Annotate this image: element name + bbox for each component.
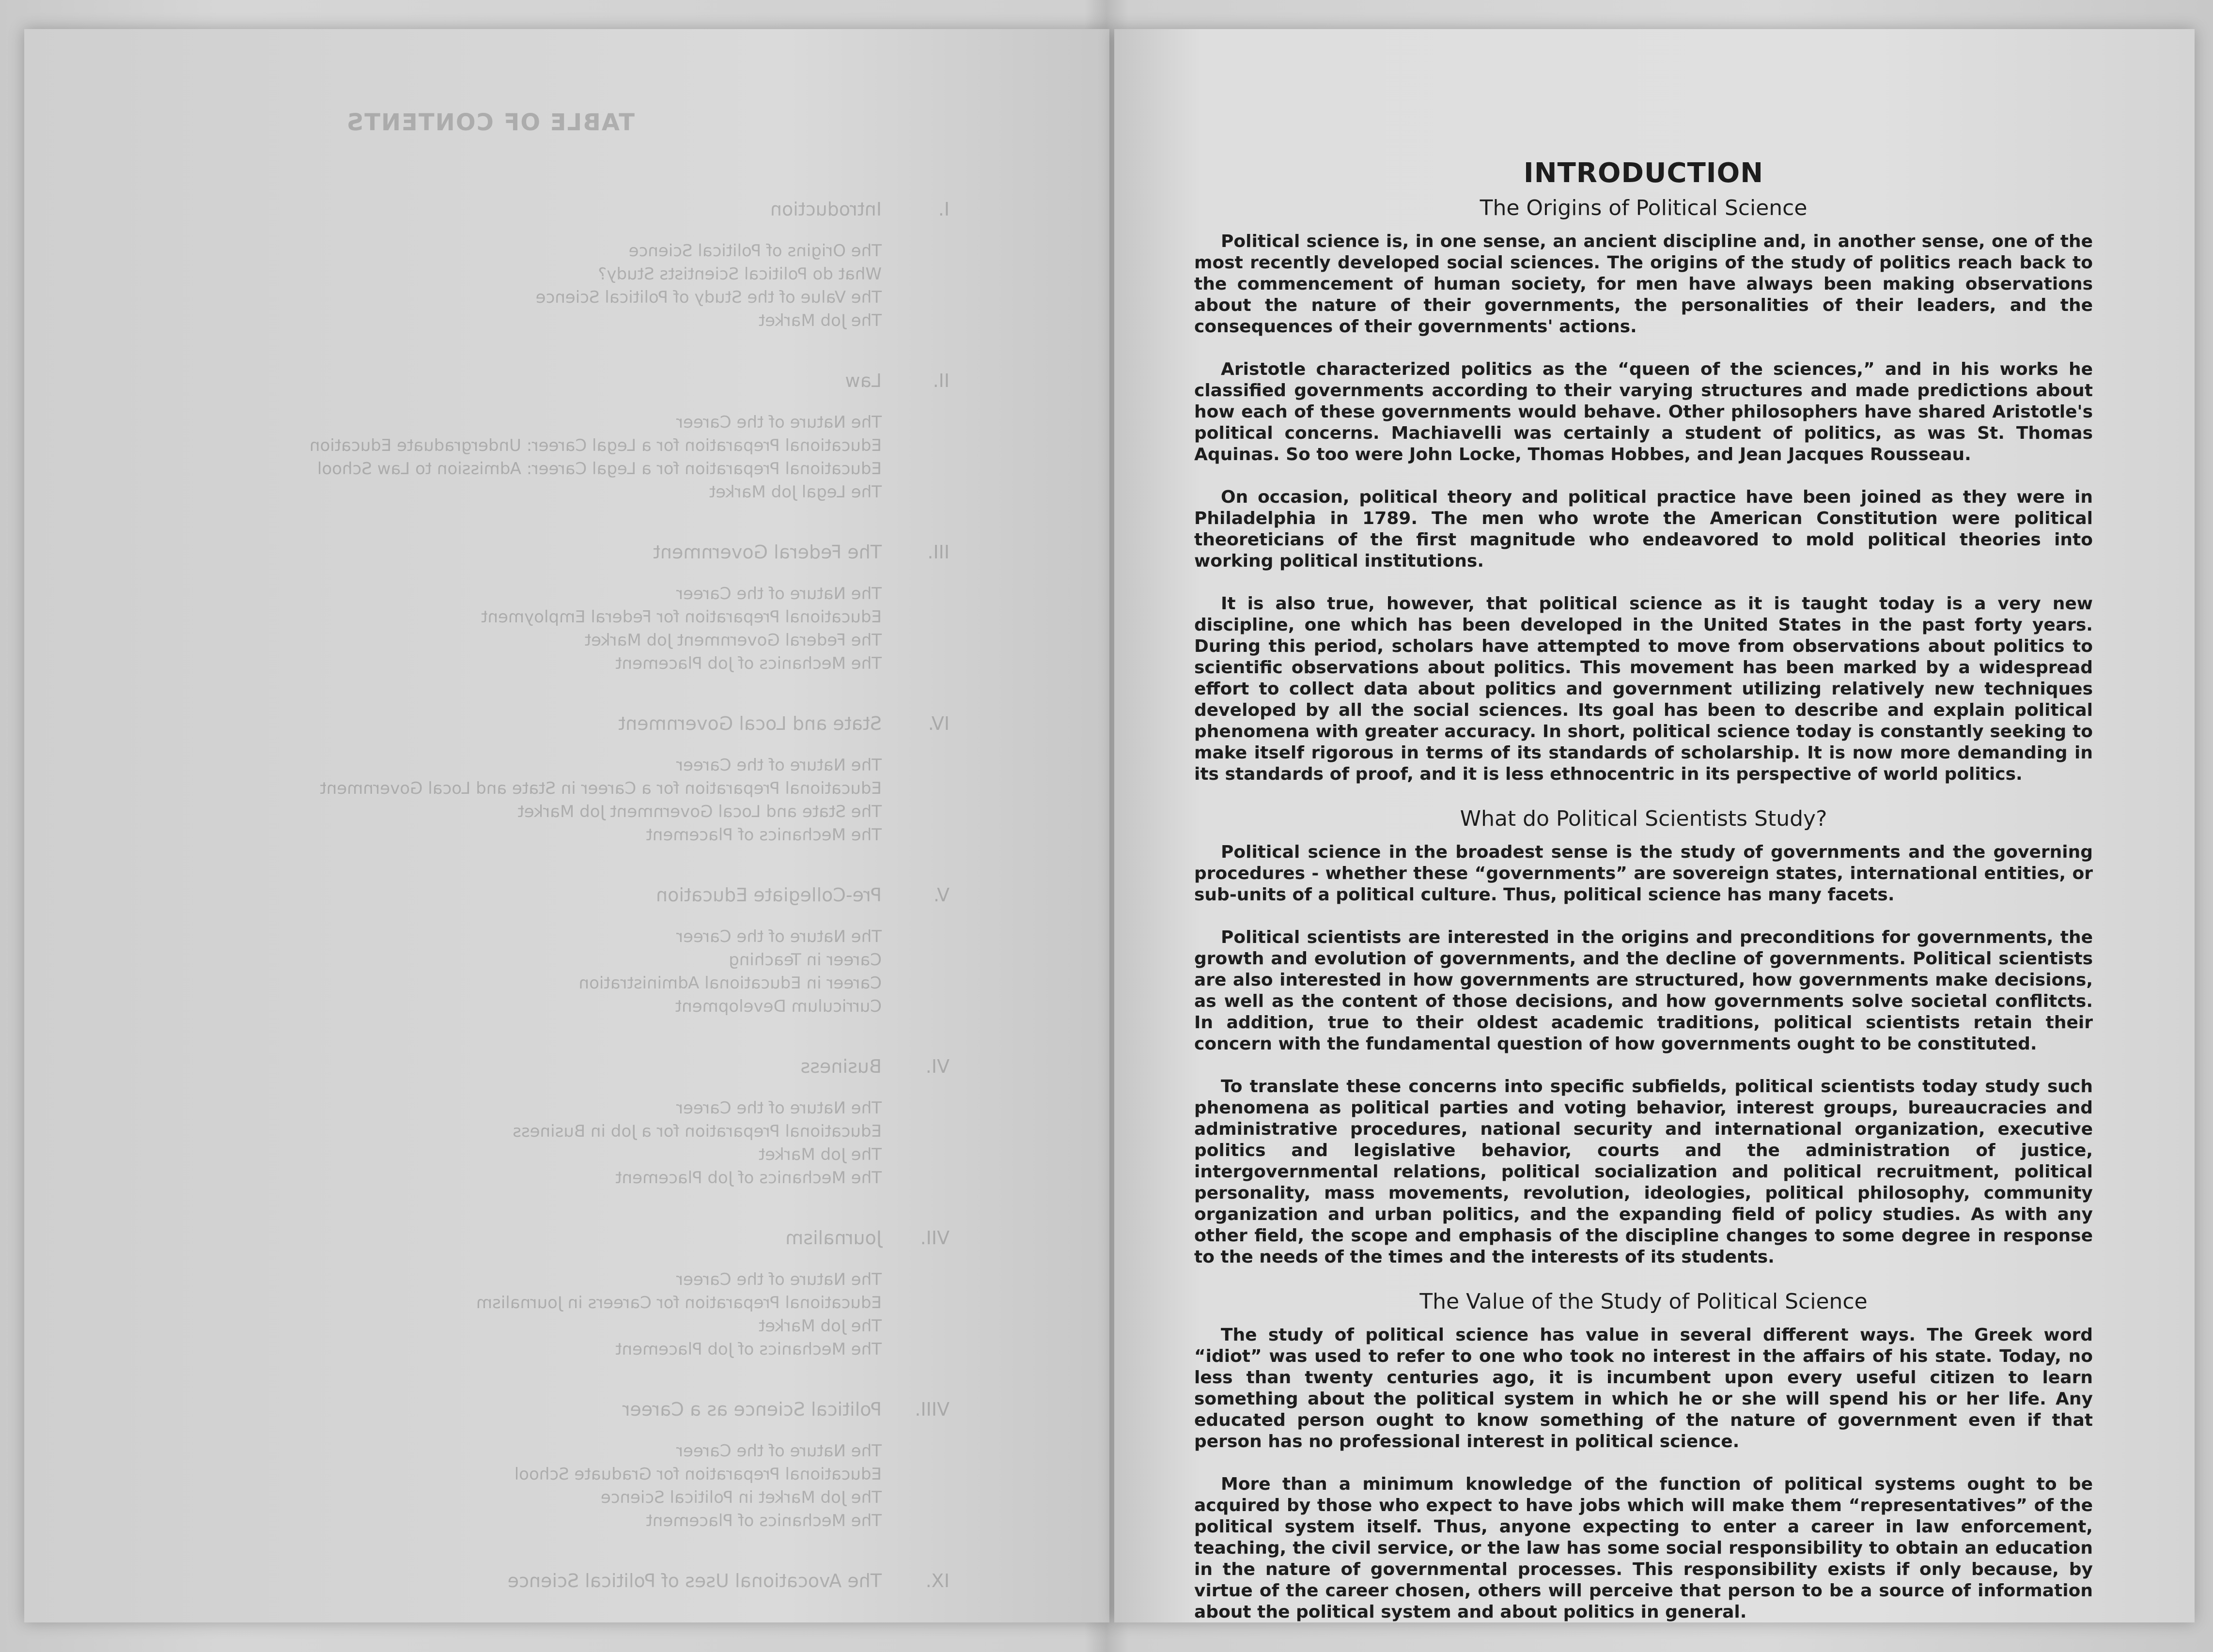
table-of-contents-showthrough bbox=[24, 29, 1109, 1622]
toc-section-heading bbox=[126, 1227, 950, 1249]
toc-section-heading bbox=[126, 884, 950, 906]
toc-item: The Job Market bbox=[758, 1145, 882, 1164]
toc-item: Educational Preparation for Careers in Journalism bbox=[476, 1293, 882, 1312]
toc-item: The Nature of the Career bbox=[676, 1441, 882, 1461]
toc-section-heading bbox=[126, 370, 950, 391]
toc-item: The Nature of the Career bbox=[676, 927, 882, 946]
toc-item: Career in Educational Administration bbox=[578, 973, 882, 993]
toc-section-heading bbox=[126, 199, 950, 220]
toc-item: The State and Local Government Job Market bbox=[517, 802, 882, 821]
paragraph: Political science is, in one sense, an ancient discipline and, in another sense, one of the most recently developed social sciences. The origins of the study of politics reach back to the commencement of human society, for men have always been making observations about the nature of their governments, the personalities of their leaders, and the consequences of their governments' actions. bbox=[1194, 232, 2093, 337]
toc-title: TABLE OF CONTENTS bbox=[345, 109, 635, 136]
toc-item: The Job Market in Political Science bbox=[600, 1488, 882, 1507]
toc-section-heading bbox=[126, 1570, 950, 1591]
toc-item: The Mechanics of Placement bbox=[646, 825, 882, 845]
toc-section bbox=[126, 713, 950, 847]
toc-item: Educational Preparation for a Legal Career: Admission to Law School bbox=[317, 459, 882, 479]
toc-section-number: IX. bbox=[925, 1570, 950, 1591]
toc-items bbox=[126, 925, 882, 1018]
toc-section-number: VIII. bbox=[915, 1399, 950, 1420]
toc-item: What do Political Scientists Study? bbox=[598, 264, 882, 284]
toc-items bbox=[126, 1439, 882, 1532]
toc-items bbox=[126, 411, 882, 504]
toc-item: The Origins of Political Science bbox=[628, 241, 882, 261]
toc-sections bbox=[126, 199, 950, 1629]
paragraph: On occasion, political theory and political practice have been joined as they were in Philadelphia in 1789. The men who wrote the American Constitution were political theoreticians of the first magnitude who endeavored to mold political theories into working political institutions. bbox=[1194, 487, 2093, 571]
toc-section-number: VII. bbox=[920, 1227, 950, 1249]
toc-item: The Nature of the Career bbox=[676, 584, 882, 603]
toc-item: The Nature of the Career bbox=[676, 1270, 882, 1289]
paragraph: The study of political science has value in several different ways. The Greek word “idiot” was used to refer to one who took no interest in the affairs of his state. Today, no less than twenty centuries ago, it is incumbent upon every useful citizen to learn something about the political system in which he or she will spend his or her life. Any educated person ought to know something of the nature of government even if that person has no professional interest in political science. bbox=[1194, 1325, 2093, 1451]
toc-section bbox=[126, 1399, 950, 1532]
toc-section-title: Law bbox=[845, 370, 882, 391]
toc-section-heading bbox=[126, 1056, 950, 1077]
toc-section-number: III. bbox=[927, 541, 950, 563]
toc-item: Educational Preparation for a Legal Career: Undergraduate Education bbox=[309, 436, 882, 455]
toc-items bbox=[126, 1268, 882, 1361]
toc-section-title: Introduction bbox=[770, 199, 882, 220]
toc-item: Educational Preparation for Federal Employment bbox=[481, 607, 882, 627]
toc-items bbox=[126, 239, 882, 332]
paragraph: Political scientists are interested in the origins and preconditions for governments, the growth and evolution of governments, and the decline of governments. Political scientists are also interested in how governments are structured, how governments make decisions, as well as the content of those decisions, and how governments solve societal conflitcts. In addition, true to their oldest academic traditions, political scientists retain their concern with the fundamental question of how governments ought to be constituted. bbox=[1194, 927, 2093, 1054]
paragraph: To translate these concerns into specific subfields, political scientists today study such phenomena as political parties and voting behavior, interest groups, bureaucracies and administrative procedures, national security and international organization, executive politics and legislative behavior, courts and the administration of justice, intergovernmental relations, political socialization and political recruitment, political personality, mass movements, revolution, ideologies, political philosophy, community organization and urban politics, and the expanding field of policy studies. As with any other field, the scope and emphasis of the discipline changes to some degree in response to the needs of the times and the interests of its students. bbox=[1194, 1077, 2093, 1267]
toc-section-number: I. bbox=[938, 199, 950, 220]
toc-section-title: State and Local Government bbox=[618, 713, 882, 734]
toc-section-title: The Federal Government bbox=[653, 541, 882, 563]
section-heading: What do Political Scientists Study? bbox=[1460, 806, 1827, 831]
toc-section-number: II. bbox=[933, 370, 950, 391]
introduction-content bbox=[1194, 157, 2093, 1644]
toc-item: The Mechanics of Job Placement bbox=[615, 1168, 882, 1188]
toc-section-number: VI. bbox=[925, 1056, 950, 1077]
paragraph: Political science in the broadest sense is the study of governments and the governing procedures - whether these “governments” are sovereign states, international entities, or sub-units of a political culture. Thus, political science has many facets. bbox=[1194, 842, 2093, 905]
section-heading: The Value of the Study of Political Science bbox=[1419, 1289, 1868, 1314]
toc-section-heading bbox=[126, 1399, 950, 1420]
intro-sections bbox=[1194, 196, 2093, 1623]
section-heading: The Origins of Political Science bbox=[1480, 196, 1808, 220]
toc-section bbox=[126, 1227, 950, 1361]
toc-item: Career in Teaching bbox=[729, 950, 882, 970]
toc-section bbox=[126, 884, 950, 1018]
toc-section bbox=[126, 1056, 950, 1189]
toc-item: Curriculum Development bbox=[675, 997, 882, 1016]
toc-section-title: Political Science as a Career bbox=[622, 1399, 882, 1420]
toc-section bbox=[126, 199, 950, 332]
toc-section-title: Pre-Collegiate Education bbox=[656, 884, 882, 906]
toc-item: The Nature of the Career bbox=[676, 1098, 882, 1118]
paragraph: More than a minimum knowledge of the function of political systems ought to be acquired by those who expect to have jobs which will make them “representatives” of the political system itself. Thus, anyone expecting to enter a career in law enforcement, teaching, the civil service, or the law has some social responsibility to obtain an education in the nature of governmental processes. This responsibility exists if only because, by virtue of the career chosen, others will perceive that person to be a source of information about the political system and about politics in general. bbox=[1194, 1474, 2093, 1622]
toc-section bbox=[126, 1570, 950, 1591]
toc-item: Educational Preparation for a Job in Business bbox=[513, 1122, 882, 1141]
toc-items bbox=[126, 754, 882, 847]
toc-item: The Job Market bbox=[758, 1316, 882, 1336]
toc-item: The Mechanics of Job Placement bbox=[615, 1340, 882, 1359]
toc-section bbox=[126, 541, 950, 675]
toc-section-number: V. bbox=[933, 884, 950, 906]
toc-section bbox=[126, 370, 950, 504]
toc-section-number: IV. bbox=[928, 713, 950, 734]
toc-items bbox=[126, 582, 882, 675]
paragraph: Aristotle characterized politics as the “queen of the sciences,” and in his works he classified governments according to their varying structures and made predictions about how each of these governments would behave. Other philosophers have shared Aristotle's political concerns. Machiavelli was certainly a student of politics, as was St. Thomas Aquinas. So too were John Locke, Thomas Hobbes, and Jean Jacques Rousseau. bbox=[1194, 359, 2093, 464]
page-title: INTRODUCTION bbox=[1523, 157, 1764, 189]
toc-item: The Mechanics of Placement bbox=[646, 1511, 882, 1530]
left-page bbox=[24, 29, 1109, 1622]
toc-item: The Legal Job Market bbox=[709, 482, 882, 502]
toc-items bbox=[126, 1096, 882, 1189]
toc-item: The Mechanics of Job Placement bbox=[615, 654, 882, 673]
toc-section-heading bbox=[126, 713, 950, 734]
toc-item: The Value of the Study of Political Science bbox=[535, 288, 882, 307]
toc-section-title: Business bbox=[800, 1056, 882, 1077]
right-page bbox=[1114, 29, 2195, 1622]
paragraph: It is also true, however, that political science as it is taught today is a very new discipline, one which has been developed in the United States in the past forty years. During this period, scholars have attempted to move from observations about politics to scientific observations about politics. This movement has been marked by a widespread effort to collect data about politics and government utilizing relatively new techniques developed by all the social sciences. Its goal has been to describe and explain political phenomena with greater accuracy. In short, political science today is constantly seeking to make itself rigorous in terms of its standards of scholarship. It is now more demanding in its standards of proof, and it is less ethnocentric in its perspective of world politics. bbox=[1194, 594, 2093, 784]
toc-item: The Nature of the Career bbox=[676, 756, 882, 775]
toc-item: The Nature of the Career bbox=[676, 413, 882, 432]
toc-item: Educational Preparation for Graduate School bbox=[514, 1465, 882, 1484]
toc-item: The Job Market bbox=[758, 311, 882, 330]
toc-section-title: The Avocational Uses of Political Science bbox=[507, 1570, 882, 1591]
toc-section-heading bbox=[126, 541, 950, 563]
toc-item: The Federal Government Job Market bbox=[584, 631, 882, 650]
toc-item: Educational Preparation for a Career in State and Local Government bbox=[320, 779, 882, 798]
toc-section-title: Journalism bbox=[785, 1227, 882, 1249]
